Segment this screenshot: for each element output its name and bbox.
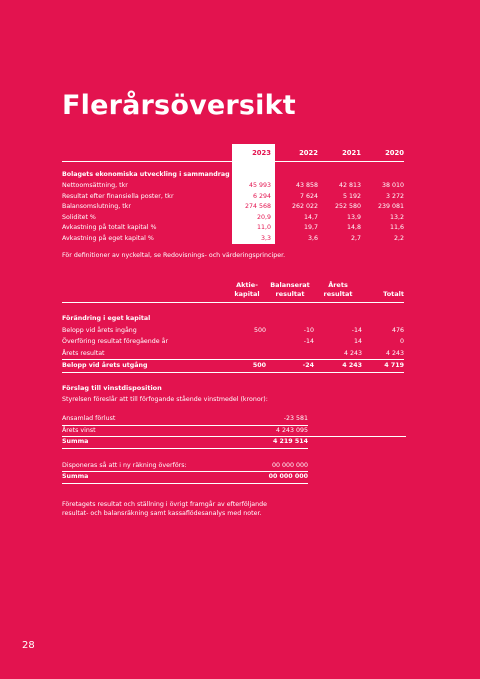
closing-paragraph: Företagets resultat och ställning i övrigt framgår av efterföljande resultat- och balansräkning samt kassaflödesanalys med noter. xyxy=(62,501,267,517)
year-header-2023: 2023 xyxy=(232,144,275,162)
page-title: Flerårsöversikt xyxy=(62,90,296,121)
table-row: Avkastning på eget kapital % 3,3 3,6 2,7 2,2 xyxy=(62,234,404,245)
year-header-2020: 2020 xyxy=(385,148,404,157)
year-header-2021: 2021 xyxy=(342,148,361,157)
appropriation-sum-row: Summa 4 219 514 xyxy=(62,437,406,449)
appropriation-sum2-row: Summa 00 000 000 xyxy=(62,472,406,484)
table-row: Nettoomsättning, tkr 45 993 43 858 42 813 38 010 xyxy=(62,181,404,192)
header-arets-resultat: Årets resultat xyxy=(323,281,353,298)
page-number: 28 xyxy=(22,640,35,651)
table-row: Balansomslutning, tkr 274 568 262 022 252 580 239 081 xyxy=(62,202,404,213)
appropriation-intro: Styrelsen föreslår att till förfogande stående vinstmedel (kronor): xyxy=(62,396,268,403)
appropriation-heading: Förslag till vinstdisposition xyxy=(62,384,162,392)
multi-year-table xyxy=(62,144,404,244)
header-balanserat-resultat: Balanserat resultat xyxy=(270,281,310,298)
table-row: Resultat efter finansiella poster, tkr 6 294 7 624 5 192 3 272 xyxy=(62,192,404,203)
table-row: Soliditet % 20,9 14,7 13,9 13,2 xyxy=(62,213,404,224)
table-row: Årets vinst 4 243 095 xyxy=(62,425,406,437)
header-totalt: Totalt xyxy=(383,289,404,298)
table-row: Avkastning på totalt kapital % 11,0 19,7 14,8 11,6 xyxy=(62,223,404,234)
equity-section-heading: Förändring i eget kapital xyxy=(62,315,151,322)
definitions-note: För definitioner av nyckeltal, se Redovisnings- och värderingsprinciper. xyxy=(62,252,286,259)
table-row: Årets resultat 4 243 4 243 xyxy=(62,349,404,357)
table-row: Disponeras så att i ny räkning överförs: 00 000 000 xyxy=(62,461,406,472)
table-row: Belopp vid årets ingång 500 -10 -14 476 xyxy=(62,326,404,334)
table-row: Ansamlad förlust -23 581 xyxy=(62,414,406,425)
header-aktiekapital: Aktie- kapital xyxy=(234,281,260,298)
equity-total-row: Belopp vid årets utgång 500 -24 4 243 4 719 xyxy=(62,360,404,373)
section-heading: Bolagets ekonomiska utveckling i sammandrag xyxy=(62,170,230,178)
year-header-2022: 2022 xyxy=(299,148,318,157)
table-row: Överföring resultat föregående år -14 14 0 xyxy=(62,338,404,345)
equity-table xyxy=(62,281,404,373)
appropriation-table xyxy=(62,414,406,484)
